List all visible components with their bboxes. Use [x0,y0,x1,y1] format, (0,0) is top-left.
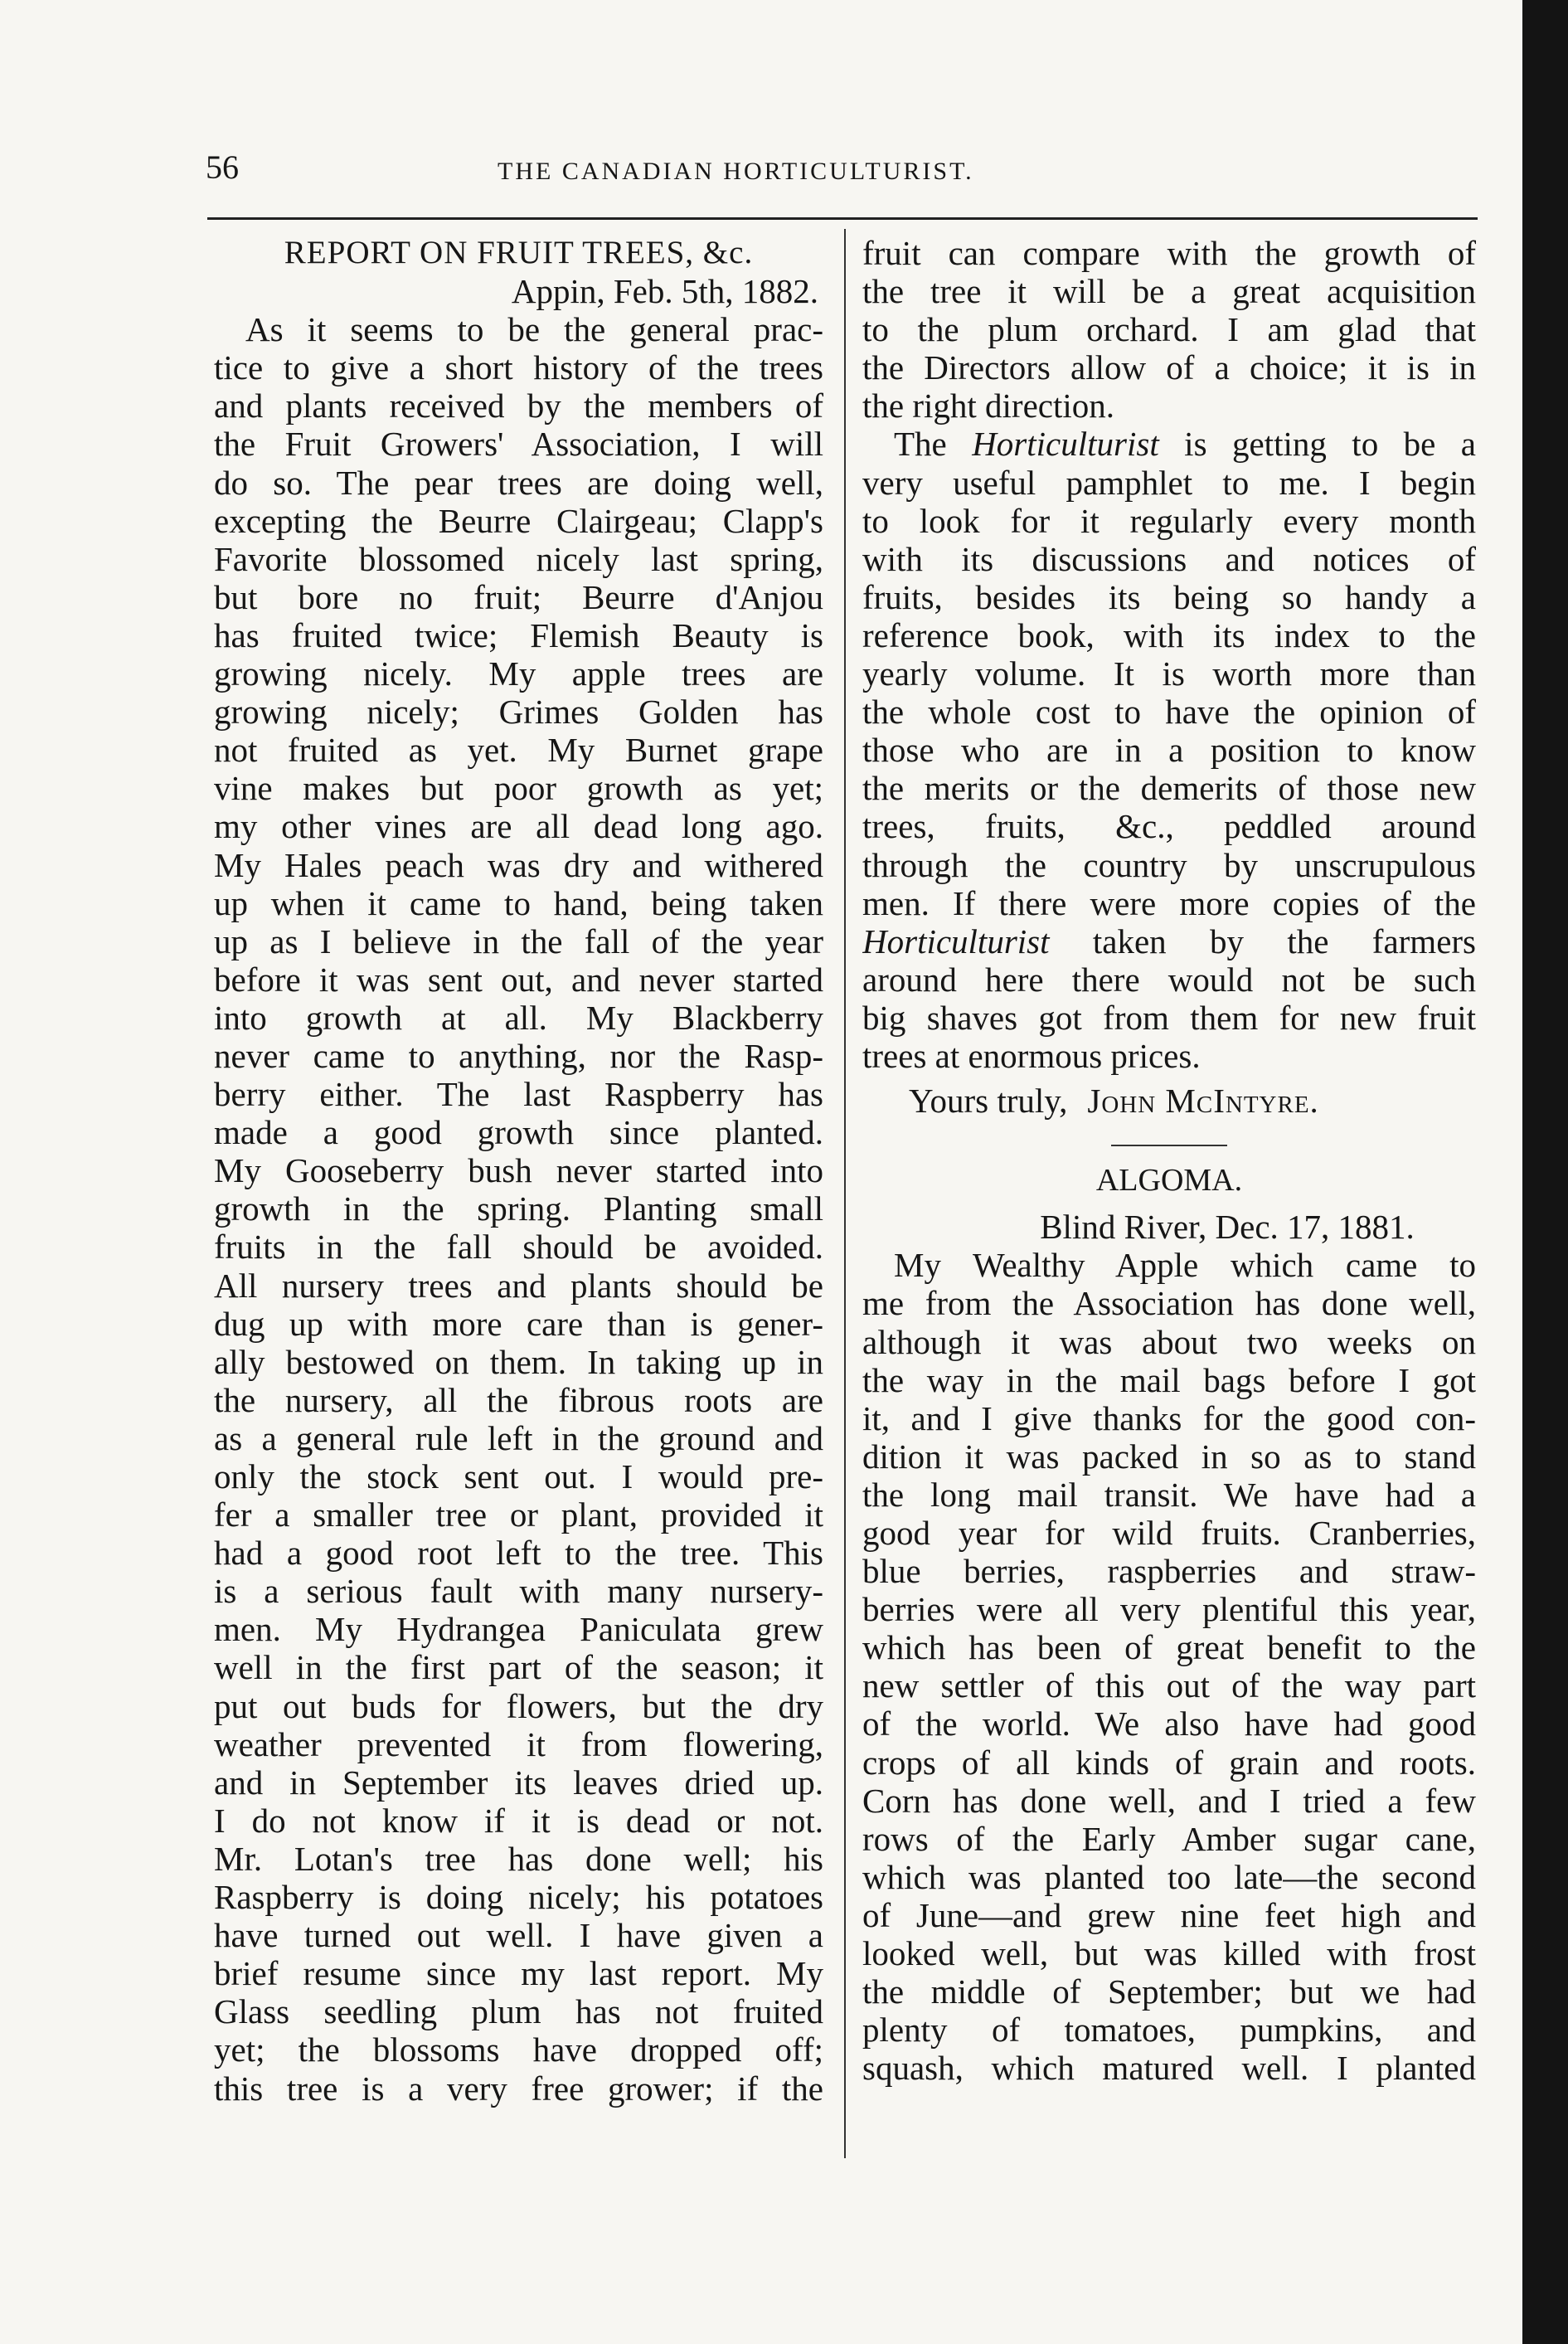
text-line: the whole cost to have the opinion of [862,693,1476,732]
text-line: blue berries, raspberries and straw- [862,1552,1476,1591]
text-line: the merits or the demerits of those new [862,769,1476,808]
text-line: the right direction. [862,387,1114,426]
text-line: men. My Hydrangea Paniculata grew [214,1610,823,1649]
text-line: before it was sent out, and never started [214,960,823,999]
text-line: vine makes but poor growth as yet; [214,769,823,808]
text-line: the Directors allow of a choice; it is in [862,348,1476,387]
text-line: My Gooseberry bush never started into [214,1151,823,1190]
text-line: the tree it will be a great acquisition [862,272,1476,311]
text-line: excepting the Beurre Clairgeau; Clapp's [214,501,823,540]
right-column [862,234,1476,2087]
right-column-text-part1 [862,234,1476,425]
text-line: Glass seedling plum has not fruited [214,1992,823,2031]
section-title: ALGOMA. [1095,1163,1243,1199]
text-line: berry either. The last Raspberry has [214,1075,823,1114]
text-line: As it seems to be the general prac- [245,310,823,349]
text-line: dition it was packed in so as to stand [862,1437,1476,1476]
article-dateline: Appin, Feb. 5th, 1882. [511,272,818,311]
text-line: rows of the Early Amber sugar cane, [862,1819,1476,1858]
header-rule [207,217,1478,220]
text-line: men. If there were more copies of the [862,883,1476,922]
text-line: I do not know if it is dead or not. [214,1801,823,1840]
running-head: THE CANADIAN HORTICULTURIST. [498,158,974,185]
text-line: brief resume since my last report. My [214,1954,823,1993]
left-column-text [214,310,823,2107]
text-line: up as I believe in the fall of the year [214,922,823,960]
text-line: up when it came to hand, being taken [214,883,823,922]
text-line: Mr. Lotan's tree has done well; his [214,1839,823,1878]
text-line: good year for wild fruits. Cranberries, [862,1514,1476,1552]
text-line: growing nicely; Grimes Golden has [214,693,823,732]
text-line: is a serious fault with many nursery- [214,1572,823,1611]
letter-signature: Yours truly, John McIntyre. [909,1082,1319,1121]
section-separator [1111,1145,1227,1146]
text-line: and in September its leaves dried up. [214,1763,823,1802]
text-line: which has been of great benefit to the [862,1628,1476,1667]
text-line: do so. The pear trees are doing well, [214,463,823,502]
text-line: berries were all very plentiful this year, [862,1590,1476,1629]
text-line: Raspberry is doing nicely; his potatoes [214,1878,823,1917]
text-line: My Hales peach was dry and withered [214,845,823,884]
text-line: The Horticulturist is getting to be a [894,425,1476,464]
left-column [214,234,823,2108]
text-line: not fruited as yet. My Burnet grape [214,731,823,770]
text-line: fer a smaller tree or plant, provided it [214,1495,823,1534]
text-line: crops of all kinds of grain and roots. [862,1743,1476,1782]
text-line: put out buds for flowers, but the dry [214,1686,823,1725]
text-line: growing nicely. My apple trees are [214,654,823,693]
signature-name: John McIntyre. [1087,1082,1319,1121]
text-line: only the stock sent out. I would pre- [214,1457,823,1495]
text-line: the long mail transit. We have had a [862,1475,1476,1514]
text-line: of the world. We also have had good [862,1705,1476,1743]
text-line: Horticulturist taken by the farmers [862,922,1476,960]
text-line: trees at enormous prices. [862,1036,1201,1075]
scan-edge-band [1522,0,1568,2344]
text-line: weather prevented it from flowering, [214,1724,823,1763]
text-line: fruits, besides its being so handy a [862,577,1476,616]
text-line: fruit can compare with the growth of [862,234,1476,272]
text-line: into growth at all. My Blackberry [214,998,823,1037]
text-line: All nursery trees and plants should be [214,1266,823,1305]
text-line: new settler of this out of the way part [862,1666,1476,1705]
text-line: squash, which matured well. I planted [862,2049,1476,2088]
text-line: the nursery, all the fibrous roots are [214,1380,823,1419]
text-line: my other vines are all dead long ago. [214,807,823,846]
text-line: have turned out well. I have given a [214,1916,823,1955]
text-line: to look for it regularly every month [862,501,1476,540]
column-divider [844,229,846,2158]
text-line: dug up with more care than is gener- [214,1304,823,1343]
text-line: plenty of tomatoes, pumpkins, and [862,2011,1476,2050]
text-line: My Wealthy Apple which came to [894,1246,1476,1285]
text-line: yet; the blossoms have dropped off; [214,2030,823,2069]
text-line: trees, fruits, &c., peddled around [862,807,1476,846]
text-line: with its discussions and notices of [862,539,1476,578]
text-line: yearly volume. It is worth more than [862,654,1476,693]
text-line: which was planted too late—the second [862,1857,1476,1896]
text-line: those who are in a position to know [862,731,1476,770]
text-line: very useful pamphlet to me. I begin [862,463,1476,502]
text-line: Favorite blossomed nicely last spring, [214,539,823,578]
text-line: as a general rule left in the ground and [214,1418,823,1457]
italic-title: Horticulturist [972,425,1159,464]
text-line: to the plum orchard. I am glad that [862,310,1476,349]
text-line: ally bestowed on them. In taking up in [214,1342,823,1381]
text-line: reference book, with its index to the [862,615,1476,654]
text-line: although it was about two weeks on [862,1322,1476,1361]
text-line: big shaves got from them for new fruit [862,998,1476,1037]
text-line: looked well, but was killed with frost [862,1934,1476,1973]
text-line: around here there would not be such [862,960,1476,999]
right-column-text-part2 [862,464,1476,922]
text-line: had a good root left to the tree. This [214,1534,823,1573]
text-line: has fruited twice; Flemish Beauty is [214,615,823,654]
article-title: REPORT ON FRUIT TREES, &c. [284,235,754,270]
text-line: the middle of September; but we had [862,1972,1476,2011]
text-line: of June—and grew nine feet high and [862,1895,1476,1934]
page-number: 56 [206,148,239,186]
text-line: the way in the mail bags before I got [862,1360,1476,1399]
text-line: well in the first part of the season; it [214,1648,823,1687]
italic-title: Horticulturist [862,922,1050,960]
text-line: made a good growth since planted. [214,1113,823,1152]
text-line: growth in the spring. Planting small [214,1189,823,1228]
text-line: but bore no fruit; Beurre d'Anjou [214,577,823,616]
right-column-text-part3 [862,960,1476,1075]
text-line: the Fruit Growers' Association, I will [214,425,823,464]
text-line: through the country by unscrupulous [862,845,1476,884]
text-line: me from the Association has done well, [862,1284,1476,1323]
text-line: this tree is a very free grower; if the [214,2069,823,2108]
text-line: never came to anything, nor the Rasp- [214,1036,823,1075]
text-line: tice to give a short history of the trees [214,348,823,387]
section-dateline: Blind River, Dec. 17, 1881. [1040,1208,1415,1247]
right-column-text-part4 [862,1246,1476,2087]
text-line: fruits in the fall should be avoided. [214,1228,823,1267]
text-line: and plants received by the members of [214,387,823,426]
text-line: it, and I give thanks for the good con- [862,1398,1476,1437]
text-line: Corn has done well, and I tried a few [862,1781,1476,1820]
